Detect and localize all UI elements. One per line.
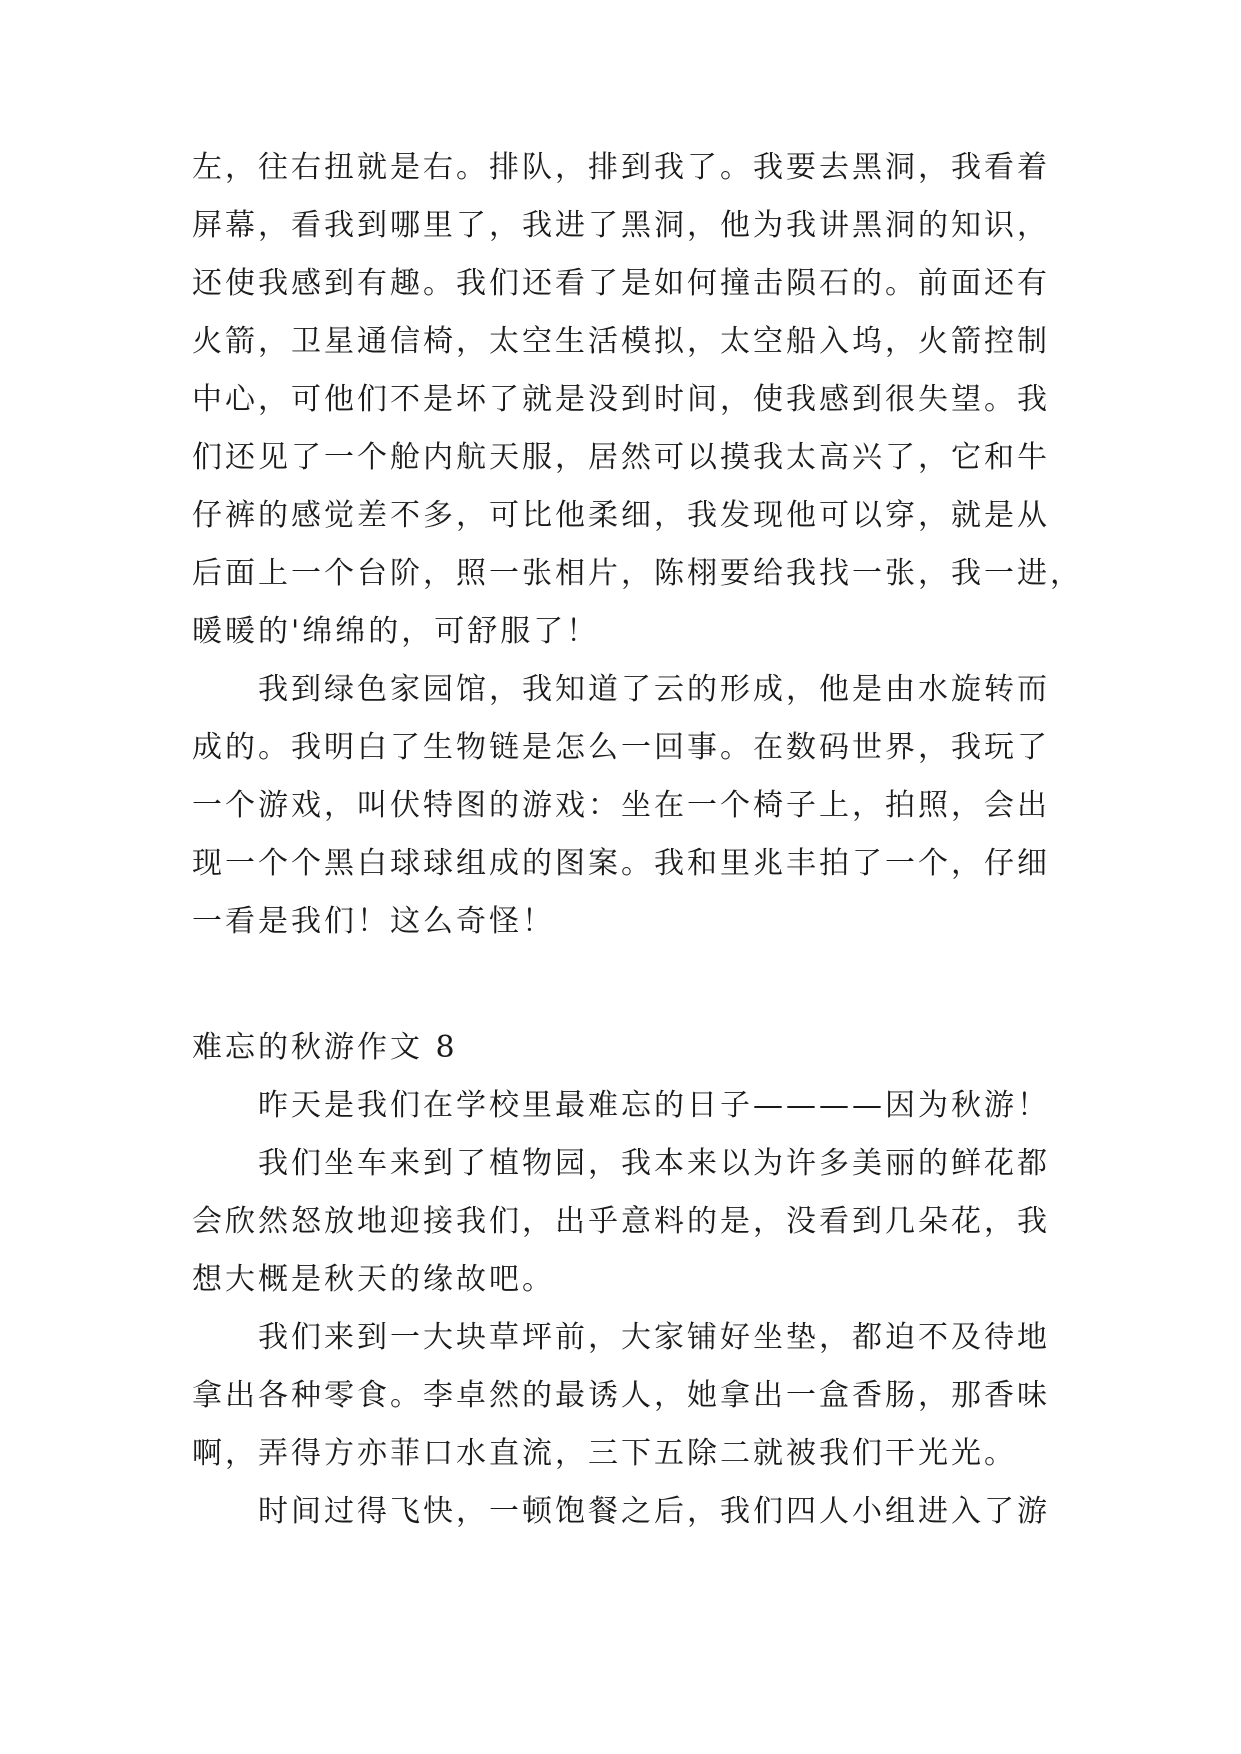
text-line: 拿出各种零食。李卓然的最诱人，她拿出一盒香肠，那香味 (192, 1378, 1050, 1413)
text-line: 成的。我明白了生物链是怎么一回事。在数码世界，我玩了 (192, 730, 1050, 765)
text-line: 中心，可他们不是坏了就是没到时间，使我感到很失望。我 (192, 382, 1050, 417)
paragraph-first-line: 时间过得飞快，一顿饱餐之后，我们四人小组进入了游 (258, 1494, 1050, 1529)
text-line: 屏幕，看我到哪里了，我进了黑洞，他为我讲黑洞的知识， (192, 208, 1050, 243)
text-line: 啊，弄得方亦菲口水直流，三下五除二就被我们干光光。 (192, 1436, 1017, 1471)
paragraph-first-line: 昨天是我们在学校里最难忘的日子————因为秋游！ (258, 1088, 1050, 1123)
text-line: 仔裤的感觉差不多，可比他柔细，我发现他可以穿，就是从 (192, 498, 1050, 533)
text-line: 现一个个黑白球球组成的图案。我和里兆丰拍了一个，仔细 (192, 846, 1050, 881)
text-line: 一个游戏，叫伏特图的游戏：坐在一个椅子上，拍照，会出 (192, 788, 1050, 823)
paragraph-first-line: 我们坐车来到了植物园，我本来以为许多美丽的鲜花都 (258, 1146, 1050, 1181)
text-line: 暖暖的'绵绵的，可舒服了！ (192, 614, 600, 649)
text-line: 想大概是秋天的缘故吧。 (192, 1262, 555, 1297)
text-line: 左，往右扭就是右。排队，排到我了。我要去黑洞，我看着 (192, 150, 1050, 185)
text-line: 会欣然怒放地迎接我们，出乎意料的是，没看到几朵花，我 (192, 1204, 1050, 1239)
paragraph-first-line: 我们来到一大块草坪前，大家铺好坐垫，都迫不及待地 (258, 1320, 1050, 1355)
text-line: 一看是我们！这么奇怪！ (192, 904, 555, 939)
text-line: 们还见了一个舱内航天服，居然可以摸我太高兴了，它和牛 (192, 440, 1050, 475)
text-line: 还使我感到有趣。我们还看了是如何撞击陨石的。前面还有 (192, 266, 1050, 301)
paragraph-first-line: 我到绿色家园馆，我知道了云的形成，他是由水旋转而 (258, 672, 1050, 707)
text-line: 火箭，卫星通信椅，太空生活模拟，太空船入坞，火箭控制 (192, 324, 1050, 359)
text-line: 后面上一个台阶，照一张相片，陈栩要给我找一张，我一进， (192, 556, 1083, 591)
section-title: 难忘的秋游作文 8 (192, 1030, 458, 1065)
